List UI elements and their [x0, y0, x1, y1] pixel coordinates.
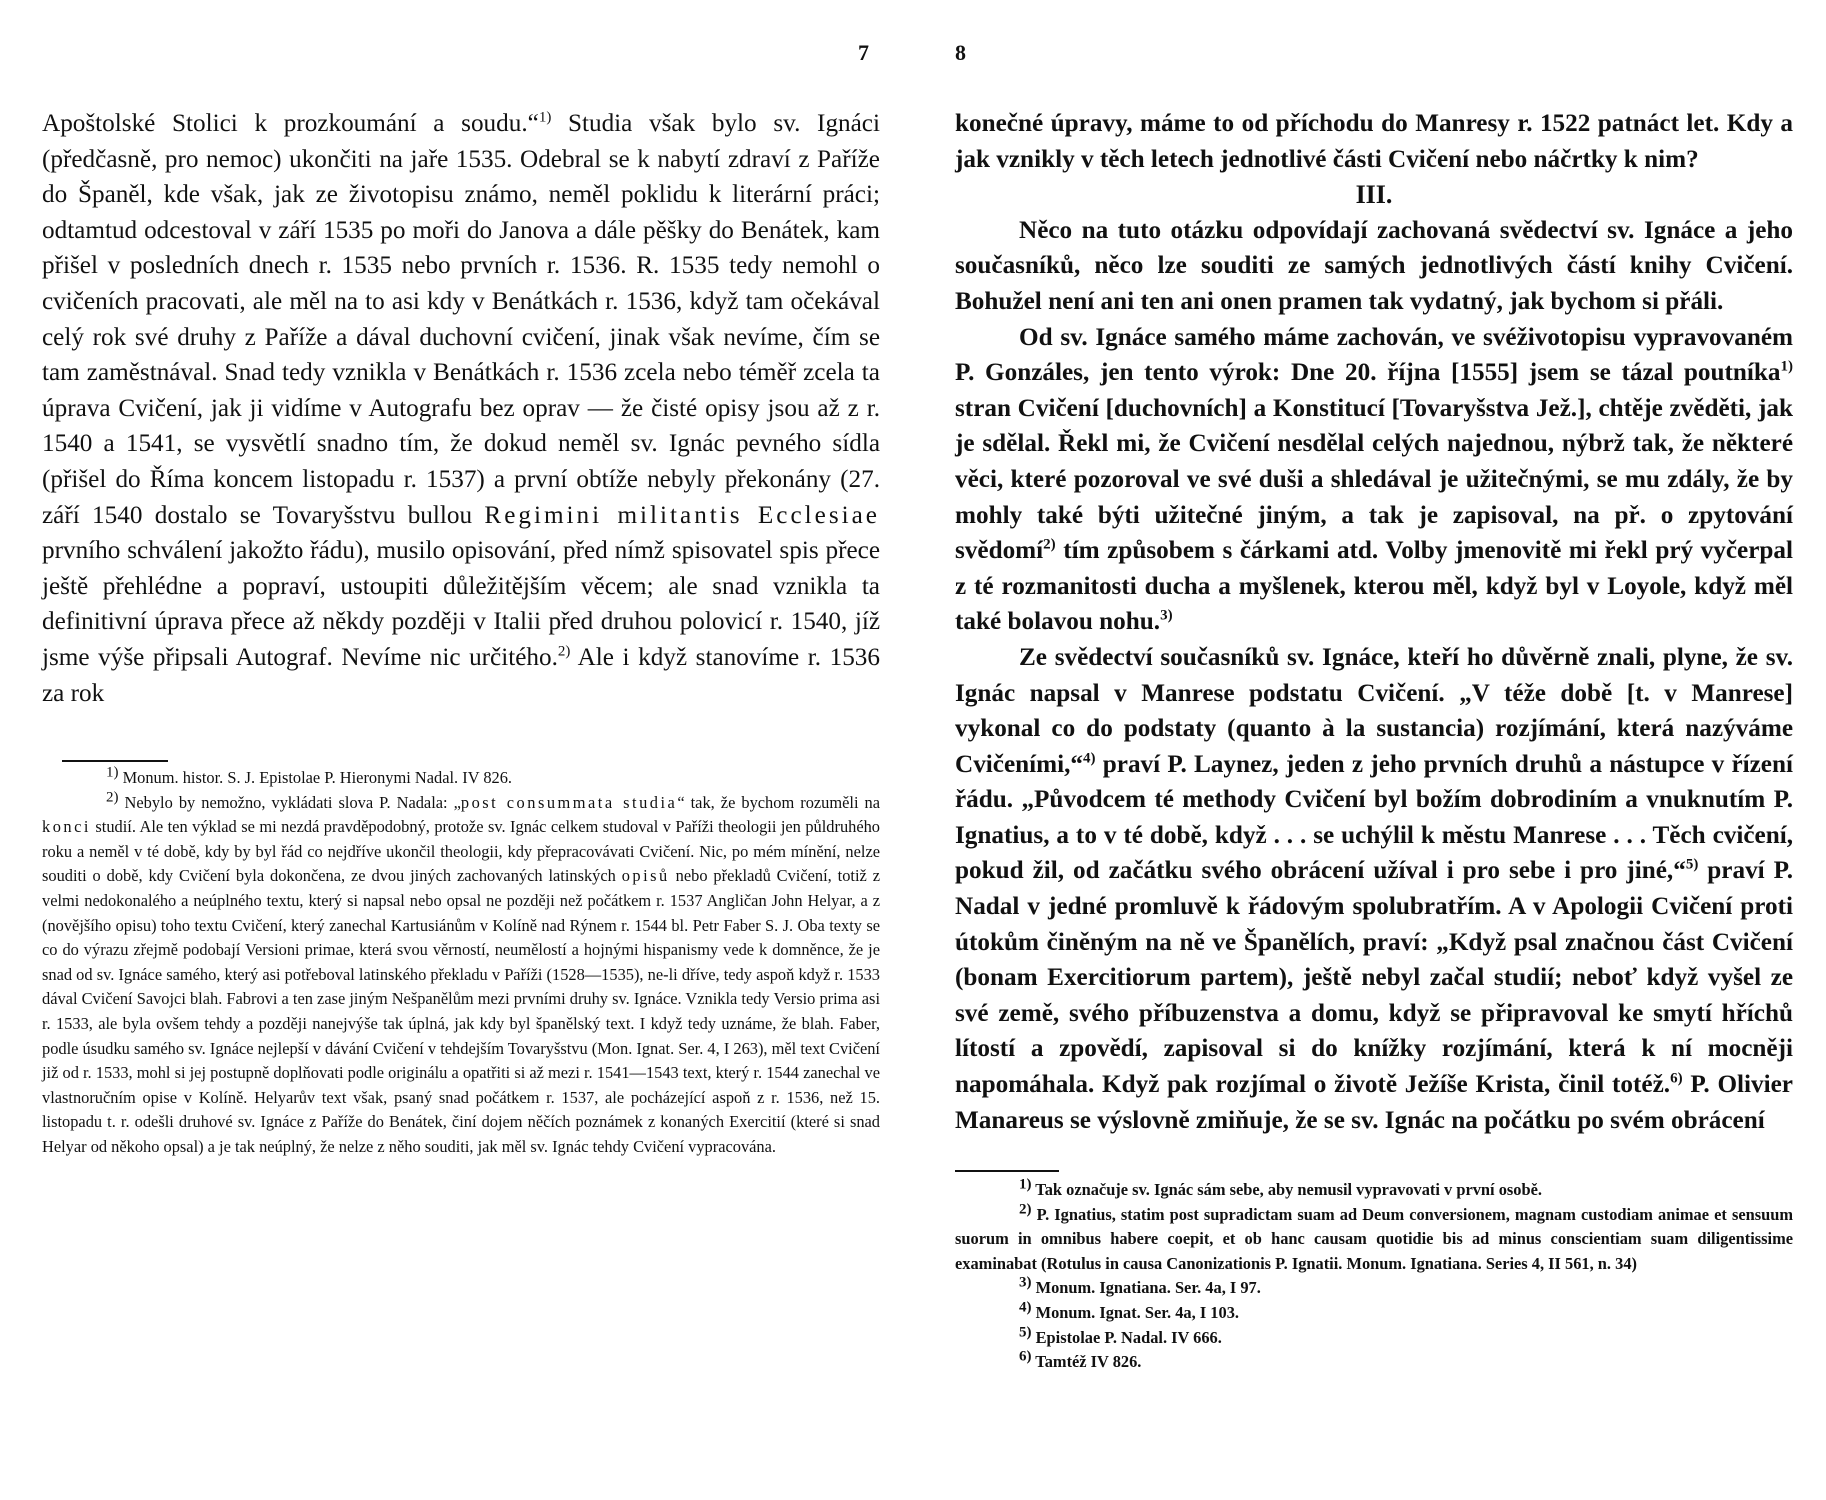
footnote	[42, 766, 880, 791]
body-text	[42, 106, 880, 711]
footnote-text: nebo překladů Cvičení, totiž z velmi nedokonalého a neúplného textu, který si napsal nebo opsal ne později než počátkem r. 1537 Angličan John Helyar, a z (novějšího opisu) toho textu Cvičení, který zanechal Kartusiánům v Kolíně nad Rýnem r. 1544 bl. Petr Faber S. J. Oba texty se co do výrazu zřejmě podobají Versioni primae, která svou věrností, neumělostí a hojnými hispanismy vede k domněnce, že je snad od sv. Ignáce samého, který asi potřeboval latinského překladu v Paříži (1528—1535), ne-li dříve, tedy aspoň když r. 1533 dával Cvičení Savojci blah. Fabrovi a ten zase jiným Nešpanělům mezi prvními druhy sv. Ignáce. Vznikla tedy Versio prima asi r. 1533, ale byla ovšem tehdy a později nanejvýše tak úplná, jak kdy byl španělský text. I když tedy uznáme, že blah. Faber, podle úsudku samého sv. Ignáce nejlepší v dávání Cvičení v tehdejším Tovaryšstvu (Mon. Ignat. Ser. 4, I 263), měl text Cvičení již od r. 1533, mohl si jej postupně doplňovati podle originálu a opatřiti si až mezi r. 1541—1543 text, který r. 1544 zanechal ve vlastnoručním opise v Kolíně. Helyarův text však, psaný snad počátkem r. 1537, ale pocházející aspoň z r. 1536, než 15. listopadu t. r. odešli druhové sv. Ignáce z Paříže do Benátek, činí dojem něčích poznámek z konaných Exercitií (které si snad Helyar od někoho opsal) a je tak neúplný, že nelze z něho souditi, jak měl sv. Ignác tehdy Cvičení vypracována.	[42, 866, 880, 1156]
footnote-mark: 6)	[1019, 1348, 1032, 1365]
paragraph: konečné úpravy, máme to od příchodu do Manresy r. 1522 patnáct let. Kdy a jak vznikly v těch letech jednotlivé části Cvičení nebo náčrtky k nim?	[955, 110, 1793, 173]
footnote-text: Epistolae P. Nadal. IV 666.	[1031, 1327, 1222, 1347]
footnote-ref: 1)	[1780, 358, 1793, 375]
footnote-mark: 2)	[1019, 1201, 1032, 1218]
footnote	[955, 1178, 1793, 1203]
spaced-text: post consummata studia	[460, 792, 678, 812]
footnote-rule	[62, 760, 168, 762]
text-run: Ale i když stanovíme r. 1536 za rok	[42, 643, 880, 707]
text-run: Ze svědectví současníků sv. Ignáce, kteří ho důvěrně znali, plyne, že sv. Ignác napsal v Manrese podstatu Cvičení. „V téže době [t. v Manrese] vykonal co do podstaty (quanto à la sustancia) rozjímání, která nazýváme Cvičeními,“	[955, 643, 1793, 778]
footnote-ref: 4)	[1083, 750, 1096, 767]
footnote-ref: 5)	[1685, 857, 1699, 874]
footnote-text: Tamtéž IV 826.	[1031, 1352, 1142, 1372]
right-page	[913, 0, 1826, 1500]
footnote-mark: 2)	[106, 789, 119, 806]
spaced-text: Regimini militantis Ecclesiae	[484, 501, 880, 529]
footnotes	[955, 1178, 1793, 1375]
paragraph	[955, 640, 1793, 1138]
footnote	[42, 791, 880, 1160]
footnote	[955, 1350, 1793, 1375]
footnote-mark: 4)	[1019, 1299, 1032, 1316]
footnote	[955, 1326, 1793, 1351]
footnote-ref: 3)	[1160, 607, 1173, 624]
footnote-mark: 1)	[106, 764, 119, 781]
footnote-text: P. Ignatius, statim post supradictam suam ad Deum conversionem, magnam custodiam animae et sensuum suorum in omnibus habere coepit, et ob hanc causam quotidie bis ad minus conscientiam suam diligentissime examinabat (Rotulus in causa Canonizationis P. Ignatii. Monum. Ignatiana. Series 4, II 561, n. 34)	[955, 1204, 1793, 1273]
paragraph: Něco na tuto otázku odpovídají zachovaná svědectví sv. Ignáce a jeho současníků, něco lze souditi ze samých jednotlivých částí knihy Cvičení. Bohužel není ani ten ani onen pramen tak vydatný, jak bychom si přáli.	[955, 216, 1793, 315]
text-run: praví P. Nadal v jedné promluvě k řádovým spolubratřím. A v Apologii Cvičení proti útokům činěným na ně ve Španělích, praví: „Když psal značnou část Cvičení (bonam Exercitiorum partem), ještě nebyl začal studií; neboť když vyšel ze své země, svého příbuzenstva a domu, když se připravoval ke smytí hříchů lítostí a zpovědí, zapisoval si do knížky rozjímání, která k ní mocněji napomáhala. Když pak rozjímal o životě Ježíše Krista, činil totéž.	[955, 857, 1794, 1099]
footnote-ref: 2)	[557, 643, 571, 660]
page-number: 7	[858, 40, 869, 65]
section-heading: III.	[1355, 180, 1393, 210]
footnote-ref: 1)	[538, 109, 552, 126]
footnote-text: “ tak, že bychom rozuměli na	[677, 792, 881, 812]
text-run: Od sv. Ignáce samého máme zachován, ve svéživotopisu vypravovaném P. Gonzáles, jen tento výrok: Dne 20. října [1555] jsem se tázal poutníka	[955, 323, 1793, 387]
footnote-text: studií. Ale ten výklad se mi nezdá pravděpodobný, protože sv. Ignác celkem studoval v Paříži theologii jen půldruhého roku a neměl v té době, kdy by byl řád co nejdříve ukončil theologii, kdy přepracovávati Cvičení. Nic, po mém mínění, nelze souditi o době, kdy Cvičení byla dokončena, ze dvou jiných zachovaných latinských	[42, 817, 880, 886]
text-run: stran Cvičení [duchovních] a Konstitucí [Tovaryšstva Jež.], chtěje zvěděti, jak je sdělal. Řekl mi, že Cvičení nesdělal celých najednou, nýbrž tak, že některé věci, které pozoroval ve své duši a shledával je užitečnými, se mu zdály, že by mohly také býti užitečné jiným, a tak je zapisoval, na př. o zpytování svědomí	[955, 394, 1793, 565]
text-run: prvního schválení jakožto řádu), musilo opisování, před nímž spisovatel spis přece ještě přehlédne a popraví, ustoupiti důležitějším věcem; ale snad vznikla ta definitivní úprava přece až někdy později v Italii před druhou polovicí r. 1540, jíž jsme výše připsali Autograf. Nevíme nic určitého.	[42, 537, 880, 671]
text-run: tím způsobem s čárkami atd. Volby jmenovitě mi řekl prý vyčerpal z té rozmanitosti ducha a myšlenek, kterou měl, když byl v Loyole, když měl také bolavou nohu.	[955, 537, 1793, 636]
footnote-text: Monum. Ignat. Ser. 4a, I 103.	[1031, 1302, 1239, 1322]
footnote-ref: 2)	[1043, 536, 1056, 553]
footnote-ref: 6)	[1670, 1070, 1683, 1087]
text-run: Apoštolské Stolici k prozkoumání a soudu.“	[42, 110, 539, 137]
body-text	[955, 106, 1793, 1138]
text-run: Studia však bylo sv. Ignáci (předčasně, pro nemoc) ukončiti na jaře 1535. Odebral se k nabytí zdraví z Paříže do Španěl, kde však, jak ze životopisu známo, neměl poklidu k literární práci; odtamtud odcestoval v září 1535 po moři do Janova a dále pěšky do Benátek, kam přišel v posledních dnech r. 1535 nebo prvních r. 1536. R. 1535 tedy nemohl o cvičeních pracovati, ale měl na to asi kdy v Benátkách r. 1536, když tam očekával celý rok své druhy z Paříže a dával duchovní cvičení, jinak však nevíme, čím se tam zaměstnával. Snad tedy vznikla v Benátkách r. 1536 zcela nebo téměř zcela ta úprava Cvičení, jak ji vidíme v Autografu bez oprav — že čisté opisy jsou až z r. 1540 a 1541, se vysvětlí snadno tím, že dokud neměl sv. Ignác pevného sídla (přišel do Říma koncem listopadu r. 1537) a první obtíže nebyly překonány (27. září 1540 dostalo se Tovaryšstvu bullou	[42, 110, 880, 529]
footnote	[955, 1276, 1793, 1301]
text-run: praví P. Laynez, jeden z jeho prvních druhů a nástupce v řízení řádu. „Původcem té methody Cvičení byl božím dobrodiním a vnuknutím P. Ignatius, a to v té době, když . . . se uchýlil k městu Manrese . . . Těch cvičení, pokud žil, od začátku svého obrácení užíval i pro sebe i pro jiné,“	[955, 750, 1793, 885]
spaced-text: opisů	[621, 866, 670, 886]
footnote-mark: 1)	[1019, 1176, 1032, 1193]
text-run: P. Olivier Manareus se výslovně zmiňuje, že se sv. Ignác na počátku po svém obrácení	[955, 1071, 1793, 1134]
footnote-rule	[955, 1170, 1059, 1172]
footnote	[955, 1301, 1793, 1326]
footnote-text: Monum. Ignatiana. Ser. 4a, I 97.	[1031, 1278, 1261, 1298]
paragraph	[42, 106, 880, 711]
footnote-text: Nebylo by nemožno, vykládati slova P. Nadala: „	[118, 792, 461, 812]
footnote	[955, 1203, 1793, 1277]
footnote-text: Monum. histor. S. J. Epistolae P. Hieronymi Nadal. IV 826.	[118, 768, 513, 787]
footnotes	[42, 766, 880, 1160]
footnote-text: Tak označuje sv. Ignác sám sebe, aby nemusil vypravovati v první osobě.	[1031, 1180, 1542, 1199]
spaced-text: konci	[42, 817, 91, 837]
page-number: 8	[955, 40, 966, 65]
paragraph	[955, 320, 1793, 640]
footnote-mark: 3)	[1019, 1274, 1032, 1291]
footnote-mark: 5)	[1019, 1324, 1032, 1341]
